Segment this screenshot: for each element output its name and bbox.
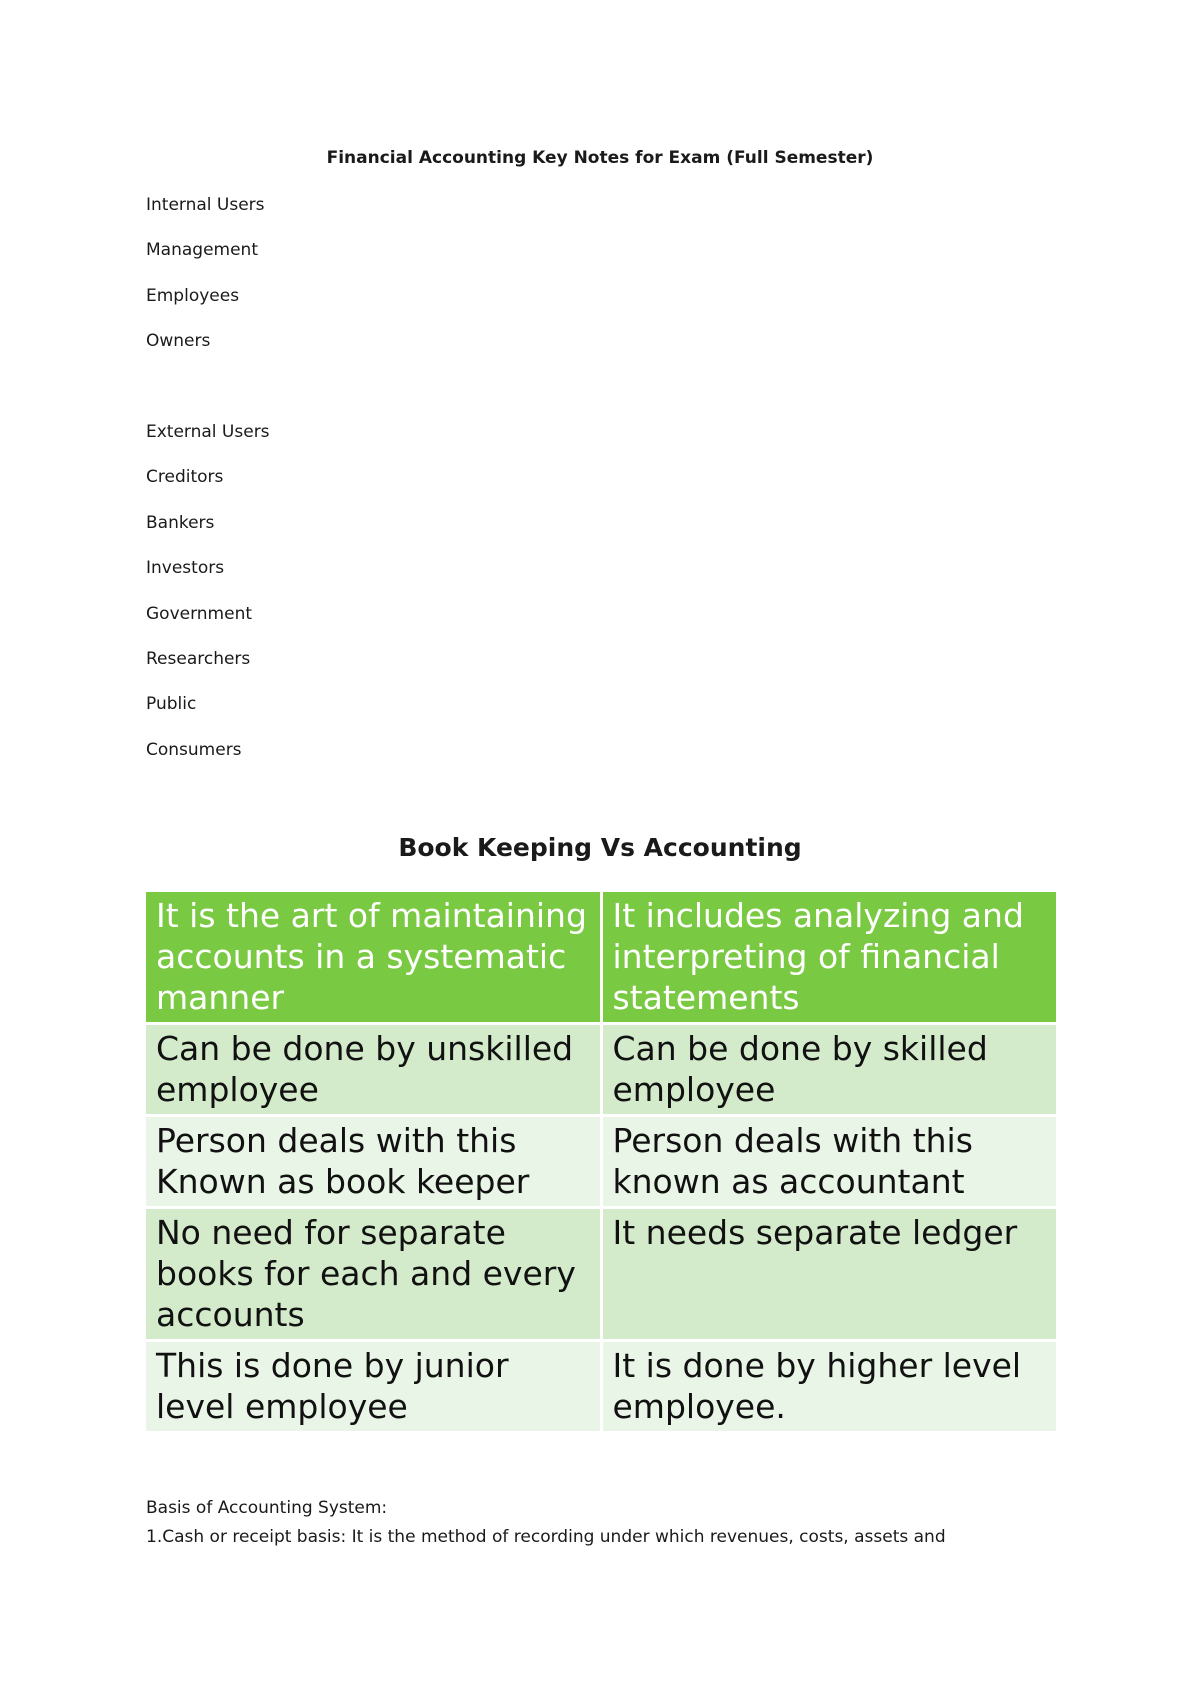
table-header-row: [146, 892, 1056, 1022]
table-cell: Can be done by unskilled employee: [146, 1025, 600, 1114]
external-users-list: [146, 422, 270, 785]
list-item: Management: [146, 240, 258, 261]
table-row: [146, 1209, 1056, 1339]
table-cell: This is done by junior level employee: [146, 1342, 600, 1431]
table-cell: It includes analyzing and interpreting of financial statements: [603, 892, 1057, 1022]
basis-paragraph: 1.Cash or receipt basis: It is the method of recording under which revenues, costs, assets and: [146, 1527, 946, 1547]
basis-heading: Basis of Accounting System:: [146, 1498, 388, 1518]
table-cell: It is the art of maintaining accounts in a systematic manner: [146, 892, 600, 1022]
comparison-title: Book Keeping Vs Accounting: [398, 833, 802, 862]
document-title: Financial Accounting Key Notes for Exam (Full Semester): [326, 148, 874, 168]
table-cell: Person deals with this Known as book keeper: [146, 1117, 600, 1206]
table-cell: No need for separate books for each and every accounts: [146, 1209, 600, 1339]
table-row: [146, 1117, 1056, 1206]
internal-users-heading: Internal Users: [146, 195, 265, 215]
list-item: Bankers: [146, 512, 215, 533]
list-item: Owners: [146, 331, 211, 352]
table-row: [146, 1025, 1056, 1114]
list-item: Government: [146, 603, 253, 624]
comparison-table: [143, 889, 1059, 1434]
external-users-heading: External Users: [146, 422, 270, 442]
table-cell: It is done by higher level employee.: [603, 1342, 1057, 1431]
list-item: Public: [146, 694, 197, 715]
table-cell: Person deals with this known as accountant: [603, 1117, 1057, 1206]
table-row: [146, 1342, 1056, 1431]
internal-users-list: [146, 195, 265, 377]
list-item: Researchers: [146, 648, 251, 669]
table-cell: It needs separate ledger: [603, 1209, 1057, 1339]
list-item: Investors: [146, 558, 225, 579]
list-item: Creditors: [146, 467, 224, 488]
table-cell: Can be done by skilled employee: [603, 1025, 1057, 1114]
list-item: Consumers: [146, 739, 242, 760]
list-item: Employees: [146, 285, 240, 306]
